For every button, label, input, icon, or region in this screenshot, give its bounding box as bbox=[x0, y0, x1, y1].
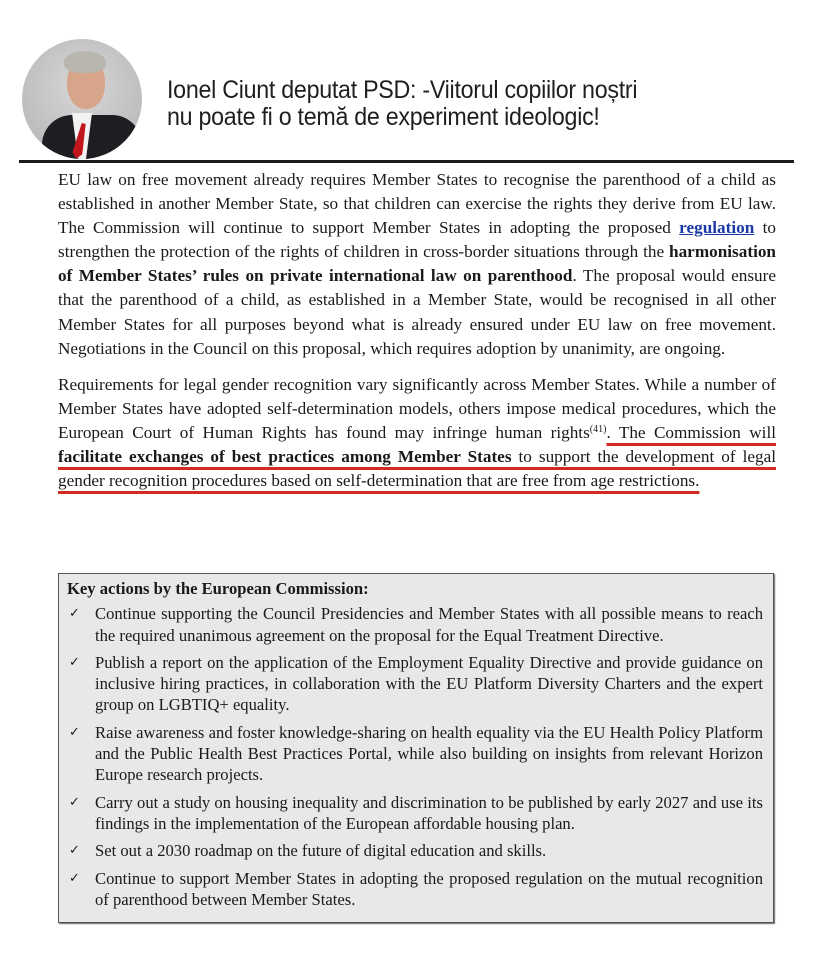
key-action-text: Publish a report on the application of the Employment Equality Directive and provide guidance on inclusive hiring practices, in collaboration with the EU Platform Diversity Charters and the expert group on LGBTIQ+ equality. bbox=[95, 652, 763, 715]
paragraph-text: EU law on free movement already requires Member States to recognise the parenthood of a child as established in another Member State, so that children can exercise the rights they derive from EU law. The Commission will continue to support Member States in adopting the proposed bbox=[58, 170, 776, 238]
post-header bbox=[0, 0, 820, 165]
paragraph-parenthood bbox=[58, 168, 776, 361]
key-action-item bbox=[67, 840, 763, 861]
key-actions-list bbox=[67, 603, 763, 910]
key-action-item bbox=[67, 722, 763, 786]
paragraph-text: Requirements for legal gender recognition vary significantly across Member States. While a number of Member States have adopted self-determination models, others impose medical procedures, which the European Court of Human Rights has found may infringe human rights bbox=[58, 374, 776, 442]
highlighted-text: . The Commission will bbox=[606, 422, 776, 442]
regulation-link[interactable]: regulation bbox=[679, 218, 755, 238]
checkmark-icon: ✓ bbox=[69, 654, 80, 670]
checkmark-icon: ✓ bbox=[69, 794, 80, 810]
document-excerpt bbox=[58, 168, 776, 493]
paragraph-text: . The proposal would ensure that the parenthood of a child, as established in a Member State, would be recognised in all other Member States for all purposes beyond what is already ensured under EU law on free movement. Negotiations in the Council on this proposal, which requires adoption by unanimity, are ongoing. bbox=[58, 266, 776, 358]
paragraph-text: to strengthen the protection of the rights of children in cross-border situations through the bbox=[58, 218, 776, 262]
highlighted-bold-text: facilitate exchanges of best practices among Member States bbox=[58, 447, 512, 467]
key-action-text: Continue supporting the Council Presidencies and Member States with all possible means to reach the required unanimous agreement on the proposal for the Equal Treatment Directive. bbox=[95, 604, 763, 645]
headline-line-1: Ionel Ciunt deputat PSD: -Viitorul copiilor noștri bbox=[167, 76, 638, 104]
headline bbox=[167, 77, 744, 131]
avatar-jacket bbox=[42, 115, 142, 159]
avatar-hair bbox=[64, 51, 106, 73]
checkmark-icon: ✓ bbox=[69, 606, 80, 622]
key-action-text: Continue to support Member States in adopting the proposed regulation on the mutual recognition of parenthood between Member States. bbox=[95, 868, 763, 909]
paragraph-gender-recognition bbox=[58, 373, 776, 493]
key-action-item bbox=[67, 652, 763, 716]
footnote-ref[interactable]: (41) bbox=[589, 423, 607, 435]
header-divider bbox=[19, 160, 794, 163]
key-action-text: Raise awareness and foster knowledge-sharing on health equality via the EU Health Policy Platform and the Public Health Best Practices Portal, while also building on insights from relevant Horizon Europe research projects. bbox=[95, 722, 763, 785]
headline-line-2: nu poate fi o temă de experiment ideologic! bbox=[167, 103, 600, 131]
key-action-item bbox=[67, 792, 763, 835]
checkmark-icon: ✓ bbox=[69, 724, 80, 740]
key-action-item bbox=[67, 603, 763, 646]
key-action-item bbox=[67, 868, 763, 911]
avatar bbox=[22, 39, 142, 159]
highlighted-text: to support the development of legal gender recognition procedures based on self-determination that are free from age restrictions. bbox=[58, 447, 776, 491]
key-actions-title: Key actions by the European Commission: bbox=[67, 579, 369, 598]
checkmark-icon: ✓ bbox=[69, 870, 80, 886]
key-actions-box bbox=[58, 573, 774, 923]
key-action-text: Set out a 2030 roadmap on the future of digital education and skills. bbox=[95, 841, 547, 861]
bold-phrase: harmonisation of Member States’ rules on private international law on parenthood bbox=[58, 242, 776, 286]
key-action-text: Carry out a study on housing inequality and discrimination to be published by early 2027 and use its findings in the implementation of the European affordable housing plan. bbox=[95, 792, 763, 833]
checkmark-icon: ✓ bbox=[69, 843, 80, 859]
